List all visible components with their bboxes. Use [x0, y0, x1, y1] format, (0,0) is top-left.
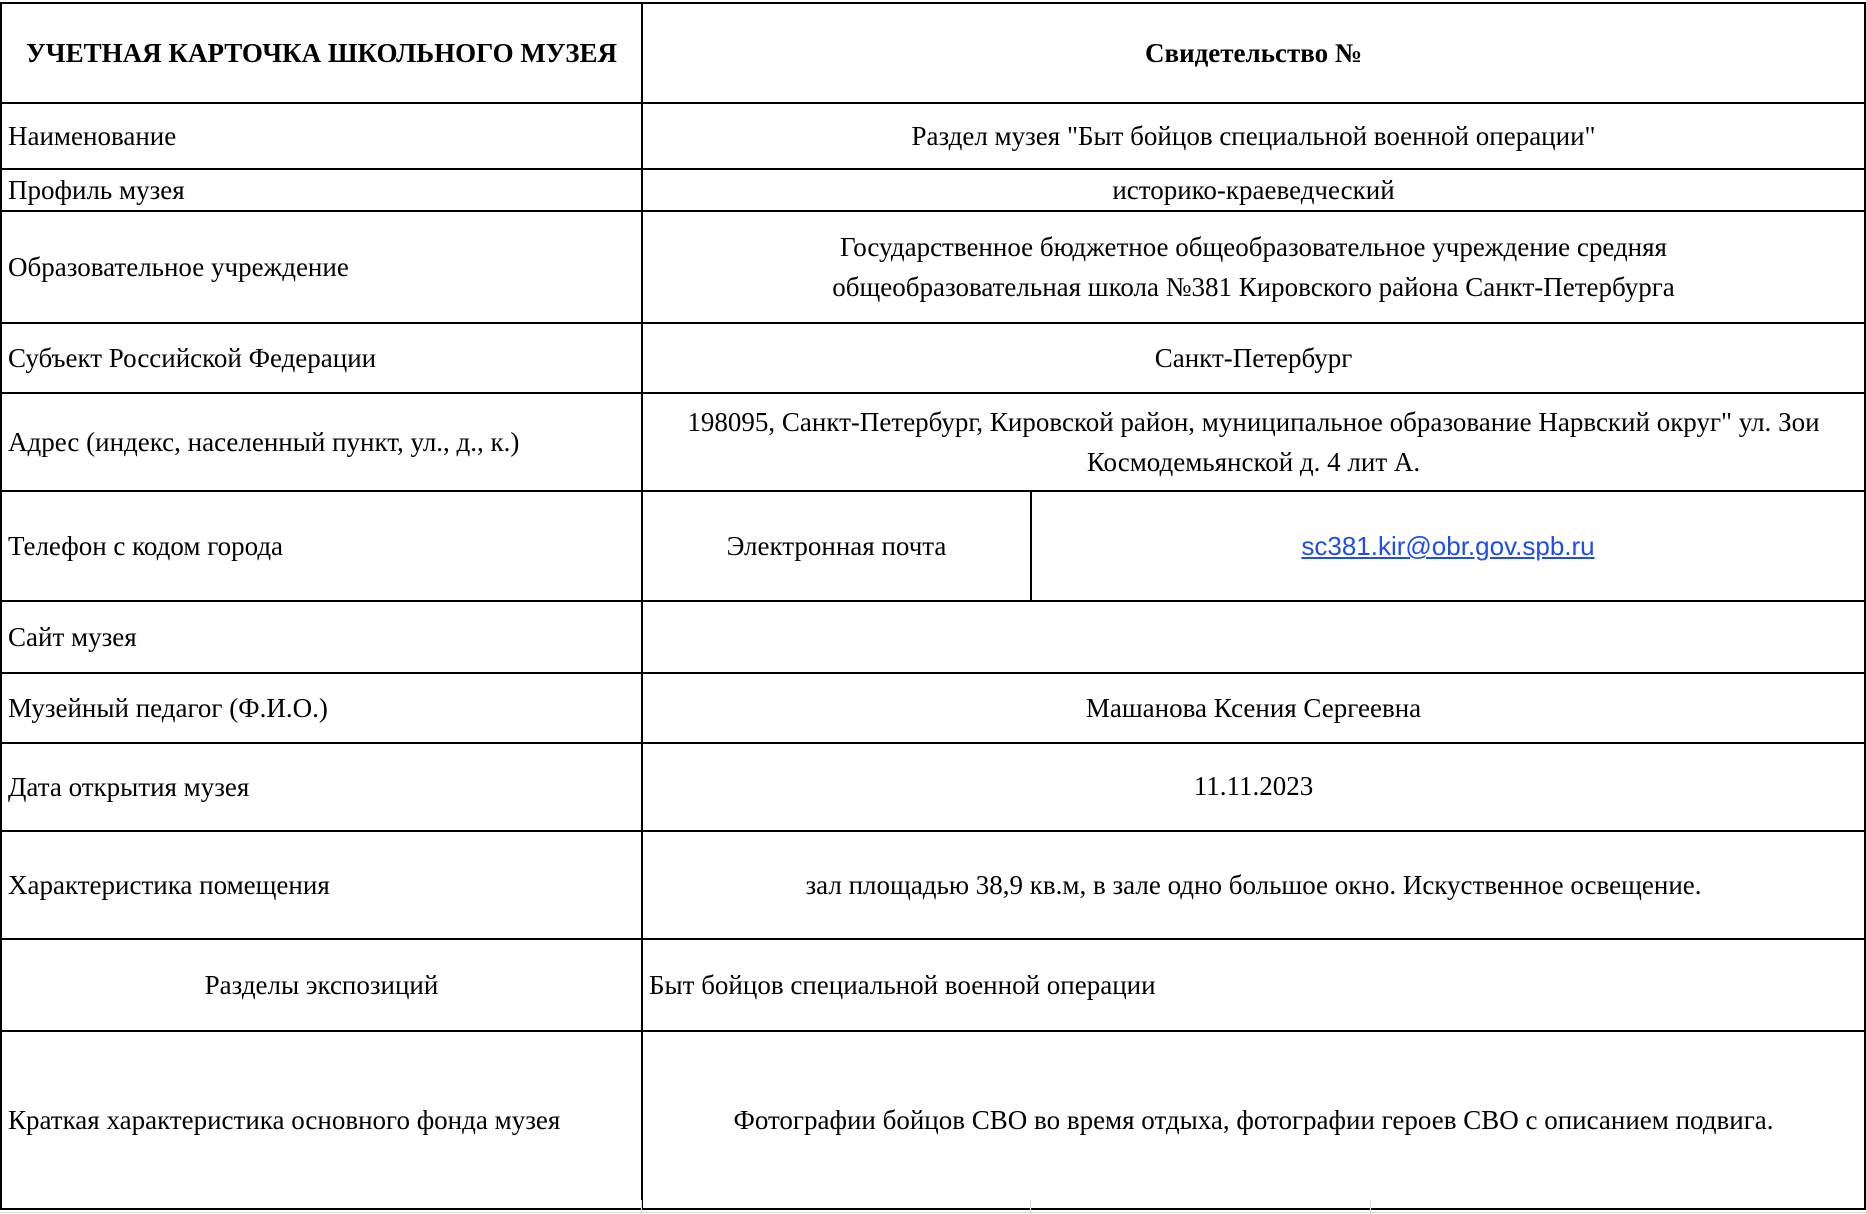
address-label: Адрес (индекс, населенный пункт, ул., д., к.): [1, 393, 642, 491]
opening-label: Дата открытия музея: [1, 743, 642, 831]
teacher-value: Машанова Ксения Сергеевна: [642, 673, 1865, 743]
sheet-gridline: [0, 1212, 1866, 1213]
name-label: Наименование: [1, 103, 642, 169]
sections-value: Быт бойцов специальной военной операции: [642, 939, 1865, 1031]
row-profile: [1, 169, 1865, 211]
opening-value: 11.11.2023: [642, 743, 1865, 831]
sheet-gridline: [1030, 1200, 1031, 1214]
room-label: Характеристика помещения: [1, 831, 642, 939]
profile-value: историко-краеведческий: [642, 169, 1865, 211]
header-row: [1, 3, 1865, 103]
row-site: [1, 601, 1865, 673]
row-phone: [1, 491, 1865, 601]
fund-value: Фотографии бойцов СВО во время отдыха, фотографии героев СВО с описанием подвига.: [642, 1031, 1865, 1209]
card-title: УЧЕТНАЯ КАРТОЧКА ШКОЛЬНОГО МУЗЕЯ: [1, 3, 642, 103]
name-value: Раздел музея "Быт бойцов специальной военной операции": [642, 103, 1865, 169]
row-name: [1, 103, 1865, 169]
phone-label: Телефон с кодом города: [1, 491, 642, 601]
sheet-gridline: [641, 1200, 642, 1214]
site-label: Сайт музея: [1, 601, 642, 673]
fund-label: Краткая характеристика основного фонда музея: [1, 1031, 642, 1209]
room-value: зал площадью 38,9 кв.м, в зале одно большое окно. Искуственное освещение.: [642, 831, 1865, 939]
row-opening: [1, 743, 1865, 831]
email-label: Электронная почта: [642, 491, 1031, 601]
sections-label: Разделы экспозиций: [1, 939, 642, 1031]
row-room: [1, 831, 1865, 939]
profile-label: Профиль музея: [1, 169, 642, 211]
subject-label: Субъект Российской Федерации: [1, 323, 642, 393]
museum-card-table: [0, 2, 1866, 1210]
email-cell: [1031, 491, 1865, 601]
sheet-gridline: [1370, 1200, 1371, 1214]
email-link[interactable]: sc381.kir@obr.gov.spb.ru: [1301, 531, 1595, 561]
site-value: [642, 601, 1865, 673]
row-institution: [1, 211, 1865, 323]
subject-value: Санкт-Петербург: [642, 323, 1865, 393]
institution-value: Государственное бюджетное общеобразовательное учреждение средняя общеобразовательная школа №381 Кировского района Санкт-Петербурга: [642, 211, 1865, 323]
address-value: 198095, Санкт-Петербург, Кировской район, муниципальное образование Нарвский округ" ул. Зои Космодемьянской д. 4 лит А.: [642, 393, 1865, 491]
row-teacher: [1, 673, 1865, 743]
certificate-number: Свидетельство №: [642, 3, 1865, 103]
institution-label: Образовательное учреждение: [1, 211, 642, 323]
row-fund: [1, 1031, 1865, 1209]
row-subject: [1, 323, 1865, 393]
row-address: [1, 393, 1865, 491]
teacher-label: Музейный педагог (Ф.И.О.): [1, 673, 642, 743]
row-sections: [1, 939, 1865, 1031]
